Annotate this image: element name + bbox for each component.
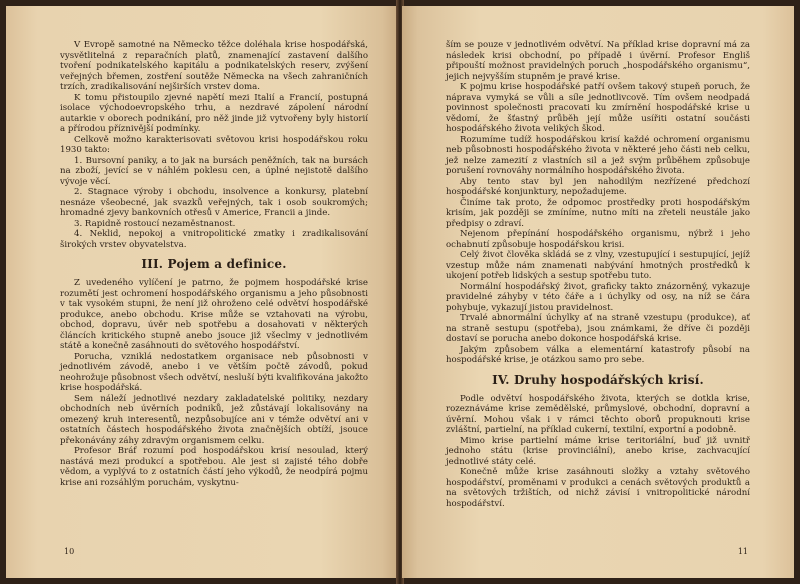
left-page <box>6 6 398 578</box>
right-paragraph: Celý život člověka skládá se z vlny, vzestupující i sestupující, jejíž vzestup může nám znamenati nabývání hmotných prostředků k ukojení potřeb lidských a sestup spotřebu tuto. <box>446 250 750 281</box>
right-paragraph: Jakým způsobem válka a elementární katastrofy působí na hospodářské krise, je otázkou samo pro sebe. <box>446 344 750 365</box>
left-paragraph: Porucha, vzniklá nedostatkem organisace neb působnosti v jednotlivém závodě, anebo i ve větším počtě závodů, pokud neohrožuje působnost všech odvětví, nesluší býti kvalifikována jakožto krise hospodářská. <box>60 351 368 393</box>
section-heading-iii: III. Pojem a definice. <box>141 257 287 271</box>
section-heading-iv: IV. Druhy hospodářských krisí. <box>492 372 704 387</box>
page-number-right: 11 <box>737 547 748 556</box>
right-paragraph: Konečně může krise zasáhnouti složky a vztahy světového hospodářství, proměnami v produkci a cenách světových produktů a na světových tržištích, od nichž závisí i vnitropolitické národní hospodářství. <box>446 467 750 509</box>
left-paragraph: Sem náleží jednotlivé nezdary zakladatelské politiky, nezdary obchodních neb úvěrních podniků, jež zůstávají lokalisovány na omezený kruh interesentů, nezpůsobujíce ani v témže odvětví ani v ostatních částech hospodářského života značnějších obtíží, jsouce překonávány záhy zdravým organismem celku. <box>60 393 368 446</box>
left-paragraph: Z uvedeného vylíčení je patrno, že pojmem hospodářské krise rozumětí jest ochromení hospodářského organismu a jeho působnosti v tak vysokém stupni, že není již ohroženo celé odvětví hospodářské produkce, anebo obchodu. Krise může se vztahovati na výrobu, obchod, dopravu, úvěr neb spotřebu a dosahovati v některých článcích kritického stupně anebo jsouce již všeclmy v jednotlivém státě a konečně zasáhnouti do světového hospodářství. <box>60 278 368 351</box>
left-list-item: 1. Bursovní paniky, a to jak na bursách peněžních, tak na bursách na zboží, jevící se v náhlém poklesu cen, a úplné nejistotě dalšího vývoje věcí. <box>60 155 368 187</box>
right-paragraph: K pojmu krise hospodářské patří ovšem takový stupeň poruch, že náprava vymyká se vůli a síle jednotlivcově. Tím ovšem neodpadá povinnost společnosti pracovati ku zmírnění hospodářské krise u vědomí, že šťastný průběh její může usířiti ostatní součásti hospodářského života velikých škod. <box>446 82 750 134</box>
right-paragraph: Trvalé abnormální úchylky ať na straně vzestupu (produkce), ať na straně sestupu (spotřeba), jsou známkami, že dříve či později dostaví se porucha anebo dokonce hospodářská krise. <box>446 313 750 344</box>
left-paragraph: V Evropě samotné na Německo těžce doléhala krise hospodářská, vysvětlitelná z reparačních platů, znamenající zastavení dalšího tvoření podnikatelského kapitálu a podnikatelských reserv, zvýšení veřejných břemen, zostření soutěže Německa na všech zahraničních trzích, zradikalisování nejširších vrstev doma. <box>60 40 368 92</box>
right-page <box>402 6 794 578</box>
right-paragraph: Nejenom přepínání hospodářského organismu, nýbrž i jeho ochabnutí způsobuje hospodářskou krisi. <box>446 229 750 250</box>
right-paragraph: Mimo krise partielní máme krise teritoriální, buď již uvnitř jednoho státu (krise provinciální), anebo krise, zachvacující jednotlivé státy celé. <box>446 435 750 467</box>
page-number-left: 10 <box>64 547 75 556</box>
right-paragraph: Normální hospodářský život, graficky takto znázorněný, vykazuje pravidelné záhyby v této čáře a i úchylky od osy, na níž se čára pohybuje, vykazují jistou pravidelnost. <box>446 281 750 313</box>
left-paragraph: Celkově možno karakterisovati světovou krisi hospodářskou roku 1930 takto: <box>60 134 368 155</box>
right-paragraph: Podle odvětví hospodářského života, kterých se dotkla krise, rozeznáváme krise zemědělské, průmyslové, obchodní, dopravní a úvěrní. Mohou však i v rámci těchto oborů propuknouti krise zvláštní, partielní, na příklad cukerní, textilní, exportní a podobně. <box>446 393 750 435</box>
left-paragraph: K tomu přistoupilo zjevné napětí mezi Italií a Francií, postupná isolace východoevropského trhu, a nezdravé zápolení národní autarkie v oborech podnikání, pro něž jinde již vytvořeny byly historií a přírodou příznivější podmínky. <box>60 92 368 134</box>
left-list-item: 3. Rapidně rostoucí nezaměstnanost. <box>74 218 236 229</box>
right-paragraph: Činíme tak proto, že odpomoc prostředky proti hospodářským krisím, jak později se zmíníme, nutno míti na zřeteli neustále jako předpisy o zdraví. <box>446 197 750 229</box>
left-paragraph: Profesor Bráf rozumí pod hospodářskou krisí nesoulad, který nastává mezi produkcí a spotřebou. Ale jest si zajisté tého dobře vědom, a vyplývá to z ostatních částí jeho výkodů, že neodpírá pojmu krise ani rozsáhlým poruchám, vyskytnu- <box>60 446 368 488</box>
left-list-item: 2. Stagnace výroby i obchodu, insolvence a konkursy, platební nesnáze všeobecné, jak svazků veřejných, tak i osob soukromých; hromadné zjevy bankovních otřesů v Americe, Francii a jinde. <box>60 187 368 218</box>
right-paragraph: Aby tento stav byl jen nahodilým nezřízené předchozí hospodářské konjunktury, nepožadujeme. <box>446 176 750 197</box>
right-paragraph: ším se pouze v jednotlivém odvětví. Na příklad krise dopravní má za následek krisi obchodní, po případě i úvěrní. Profesor Engliš připouští možnost pravidelných poruch „hospodářského organismu“, jejich nejvyšším stupněm je pravé krise. <box>446 40 750 82</box>
left-list-item: 4. Neklid, nepokoj a vnitropolitické zmatky i zradikalisování širokých vrstev obyvatelstva. <box>60 229 368 250</box>
right-paragraph: Rozumíme tudíž hospodářskou krisí každé ochromení organismu neb působnosti hospodářského života v některé jeho části neb celku, jež nelze zamezití z vlastních sil a jež svým průběhem způsobuje porušení rovnováhy normálního hospodářského života. <box>446 134 750 176</box>
